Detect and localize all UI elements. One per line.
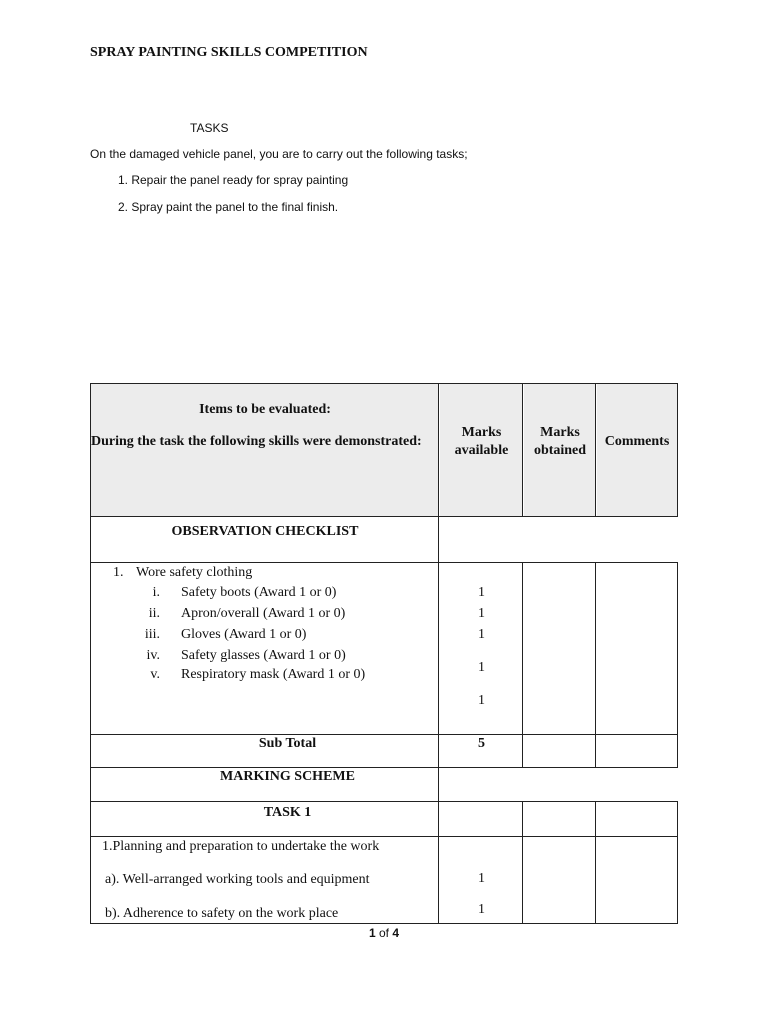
- header-comments: Comments: [604, 434, 670, 449]
- item-numeral: ii.: [148, 606, 160, 621]
- page-current: 1: [368, 926, 376, 940]
- sub-total-label: Sub Total: [258, 736, 317, 751]
- tasks-heading: TASKS: [190, 121, 229, 135]
- section-heading: Wore safety clothing: [136, 565, 253, 580]
- marking-scheme-title: MARKING SCHEME: [220, 769, 355, 784]
- item-numeral: v.: [150, 667, 160, 682]
- checklist-item: Safety glasses (Award 1 or 0): [181, 648, 346, 663]
- intro-paragraph: On the damaged vehicle panel, you are to carry out the following tasks;: [90, 147, 468, 161]
- header-marks-available: Marks: [461, 425, 502, 440]
- page-number: [0, 926, 768, 940]
- table-rule: [90, 801, 678, 802]
- checklist-item: Apron/overall (Award 1 or 0): [181, 606, 346, 621]
- observation-checklist-title: OBSERVATION CHECKLIST: [171, 524, 359, 539]
- page-total: 4: [392, 926, 400, 940]
- item-marks: 1: [478, 871, 485, 886]
- table-rule: [90, 562, 678, 563]
- item-numeral: iii.: [144, 627, 160, 642]
- table-rule: [677, 383, 678, 516]
- planning-item-b: b). Adherence to safety on the work place: [105, 906, 339, 921]
- checklist-item: Gloves (Award 1 or 0): [181, 627, 307, 642]
- table-rule: [438, 383, 439, 923]
- section-number: 1.: [113, 565, 124, 580]
- item-marks: 1: [478, 660, 485, 675]
- table-rule: [595, 801, 596, 923]
- item-numeral: iv.: [146, 648, 160, 663]
- task1-label: TASK 1: [263, 805, 312, 820]
- header-items-line1: Items to be evaluated:: [199, 402, 331, 417]
- item-marks: 1: [478, 902, 485, 917]
- header-marks-available: available: [454, 443, 509, 458]
- header-items-line2: During the task the following skills were demonstrated:: [91, 434, 422, 449]
- table-rule: [90, 923, 678, 924]
- planning-item-a: a). Well-arranged working tools and equipment: [105, 872, 370, 887]
- document-title: SPRAY PAINTING SKILLS COMPETITION: [90, 45, 368, 60]
- table-rule: [90, 383, 678, 384]
- planning-heading: 1.Planning and preparation to undertake the work: [102, 839, 380, 854]
- table-rule: [90, 836, 678, 837]
- header-marks-obtained: Marks: [540, 425, 580, 440]
- sub-total-value: 5: [478, 736, 485, 751]
- checklist-item: Respiratory mask (Award 1 or 0): [181, 667, 366, 682]
- item-marks: 1: [478, 606, 485, 621]
- item-marks: 1: [478, 693, 485, 708]
- table-rule: [90, 516, 678, 517]
- item-marks: 1: [478, 585, 485, 600]
- item-numeral: i.: [152, 585, 160, 600]
- header-marks-obtained: obtained: [533, 443, 587, 458]
- table-rule: [677, 801, 678, 923]
- table-rule: [677, 562, 678, 767]
- page-of: of: [378, 926, 389, 940]
- task-item: 2. Spray paint the panel to the final finish.: [118, 200, 339, 214]
- table-rule: [595, 562, 596, 767]
- table-rule: [90, 383, 91, 923]
- checklist-item: Safety boots (Award 1 or 0): [181, 585, 337, 600]
- task-item: 1. Repair the panel ready for spray painting: [118, 173, 349, 187]
- item-marks: 1: [478, 627, 485, 642]
